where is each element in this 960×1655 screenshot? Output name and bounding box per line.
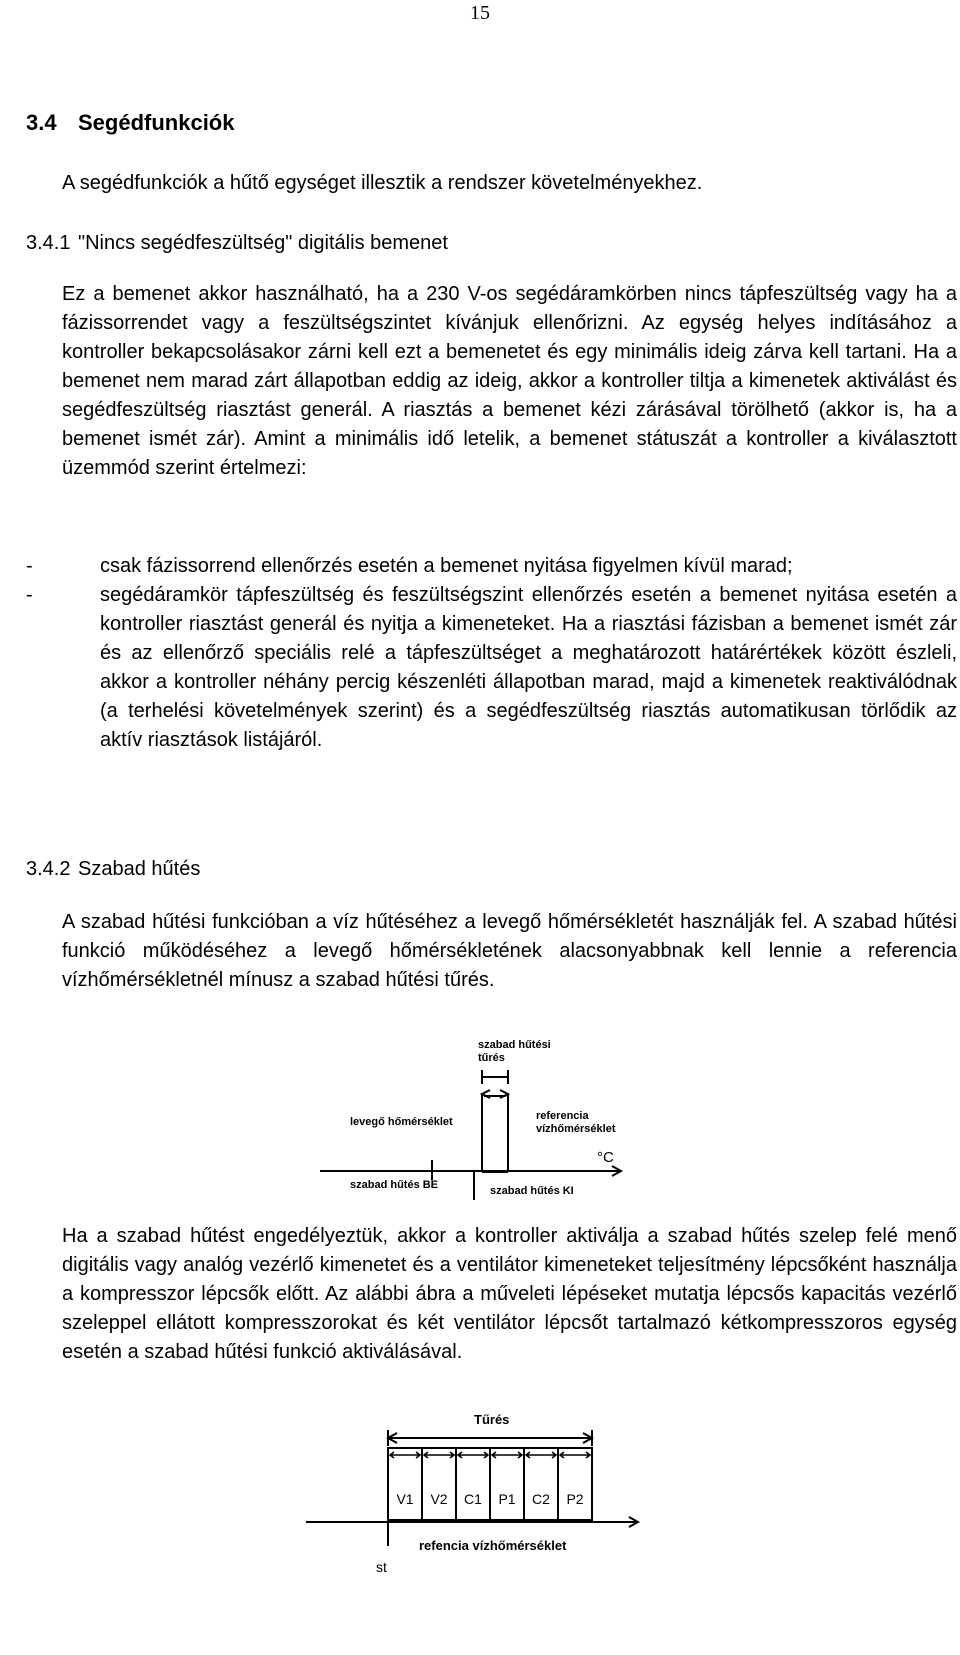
step-box — [422, 1448, 456, 1520]
subsection-heading-2 — [26, 858, 200, 881]
air-temperature-label: levegő hőmérséklet — [350, 1116, 453, 1128]
subsection-number-2: 3.4.2 — [26, 858, 71, 880]
reference-label-line1: referencia — [536, 1110, 589, 1122]
subsection-number-1: 3.4.1 — [26, 232, 71, 254]
free-cooling-off-label: szabad hűtés KI — [490, 1185, 574, 1197]
axis-label: refencia vízhőmérséklet — [419, 1538, 567, 1553]
list-item — [26, 581, 957, 755]
step-box-outline — [490, 1448, 524, 1520]
step-box-outline — [524, 1448, 558, 1520]
step-box — [558, 1448, 592, 1520]
tolerance-box — [482, 1090, 508, 1172]
section-heading — [26, 110, 234, 136]
bullet-marker: - — [26, 555, 33, 577]
section-number: 3.4 — [26, 110, 57, 135]
step-width-arrow — [526, 1452, 556, 1458]
subsection-title-1: "Nincs segédfeszültség" digitális bemenet — [78, 232, 448, 254]
setpoint-label: st — [376, 1559, 387, 1575]
page-number: 15 — [470, 2, 490, 24]
step-box — [456, 1448, 490, 1520]
tolerance-bracket — [482, 1070, 508, 1084]
step-box-outline — [388, 1448, 422, 1520]
paragraph-free-cooling-activation: Ha a szabad hűtést engedélyeztük, akkor a kontroller aktiválja a szabad hűtés szelep felé menő digitális vagy analóg vezérlő kimenetet és a ventilátor kimeneteket teljesítmény lépcsőként használja a kompresszor lépcsők előtt. Az alábbi ábra a műveleti lépéseket mutatja lépcsős kapacitás vezérlő szeleppel ellátott kompresszorokat és két ventilátor lépcsőt tartalmazó kétkompresszoros egység esetén a szabad hűtési funkció aktiválásával. — [62, 1225, 957, 1363]
section-title: Segédfunkciók — [78, 110, 235, 135]
capacity-steps — [388, 1448, 592, 1520]
temperature-unit: °C — [597, 1149, 614, 1166]
step-sequence-diagram — [0, 1408, 960, 1655]
step-width-arrow — [560, 1452, 590, 1458]
step-width-arrow — [424, 1452, 454, 1458]
subsection-title-2: Szabad hűtés — [78, 858, 201, 880]
reference-label-line2: vízhőmérséklet — [536, 1123, 616, 1135]
step-label: C1 — [464, 1491, 482, 1507]
tolerance-label: Tűrés — [474, 1412, 510, 1427]
step-box — [524, 1448, 558, 1520]
step-box — [490, 1448, 524, 1520]
step-label: C2 — [532, 1491, 550, 1507]
step-box-outline — [422, 1448, 456, 1520]
step-box — [388, 1448, 422, 1520]
list-item-text: csak fázissorrend ellenőrzés esetén a bemenet nyitása figyelmen kívül marad; — [100, 555, 793, 577]
list-item — [26, 552, 957, 581]
step-label: P2 — [566, 1491, 584, 1507]
step-width-arrow — [390, 1452, 420, 1458]
tolerance-label-line1: szabad hűtési — [478, 1039, 551, 1051]
step-label: P1 — [498, 1491, 516, 1507]
step-label: V2 — [430, 1491, 448, 1507]
step-box-outline — [456, 1448, 490, 1520]
subsection-heading-1 — [26, 232, 448, 255]
step-width-arrow — [458, 1452, 488, 1458]
step-label: V1 — [396, 1491, 414, 1507]
paragraph-aux-voltage: Ez a bemenet akkor használható, ha a 230 V-os segédáramkörben nincs tápfeszültség vagy ha a fázissorrendet vagy a feszültségszintet kívánjuk ellenőrizni. Az egység helyes indításához a kontroller bekapcsolásakor zárni kell ezt a bemenetet és egy minimális ideig zárva kell tartani. Ha a bemenet nem marad zárt állapotban eddig az ideig, akkor a kontroller tiltja a kimenetek aktiválást és segédfeszültség riasztást generál. A riasztás a bemenet kézi zárásával törölhető (akkor is, ha a bemenet ismét zár). Amint a minimális idő letelik, a bemenet státuszát a kontroller a kiválasztott üzemmód szerint értelmezi: — [62, 283, 957, 479]
free-cooling-diagram — [0, 1030, 960, 1215]
bullet-marker: - — [26, 584, 33, 606]
list-item-text: segédáramkör tápfeszültség és feszültségszint ellenőrzés esetén a bemenet nyitása esetén a kontroller riasztást generál és nyitja a kimeneteket. Ha a riasztási fázisban a bemenet ismét zár és az ellenőrző speciális relé a tápfeszültséget a meghatározott határértékek között észleli, akkor a kontroller néhány percig készenléti állapotban marad, majd a kimenetek reaktiválódnak (a terhelési követelmények szerint) és a segédfeszültség riasztás automatikusan törlődik az aktív riasztások listájáról. — [100, 584, 957, 751]
step-width-arrow — [492, 1452, 522, 1458]
free-cooling-on-label: szabad hűtés BE — [350, 1179, 439, 1191]
tolerance-label-line2: tűrés — [478, 1052, 505, 1064]
section-intro: A segédfunkciók a hűtő egységet illesztik a rendszer követelményekhez. — [62, 172, 703, 194]
bullet-list — [26, 552, 957, 755]
step-box-outline — [558, 1448, 592, 1520]
tolerance-span — [388, 1430, 592, 1446]
paragraph-free-cooling: A szabad hűtési funkcióban a víz hűtéséhez a levegő hőmérsékletét használják fel. A szabad hűtési funkció működéséhez a levegő hőmérsékletének alacsonyabbnak kell lennie a referencia vízhőmérsékletnél mínusz a szabad hűtési tűrés. — [62, 911, 957, 991]
